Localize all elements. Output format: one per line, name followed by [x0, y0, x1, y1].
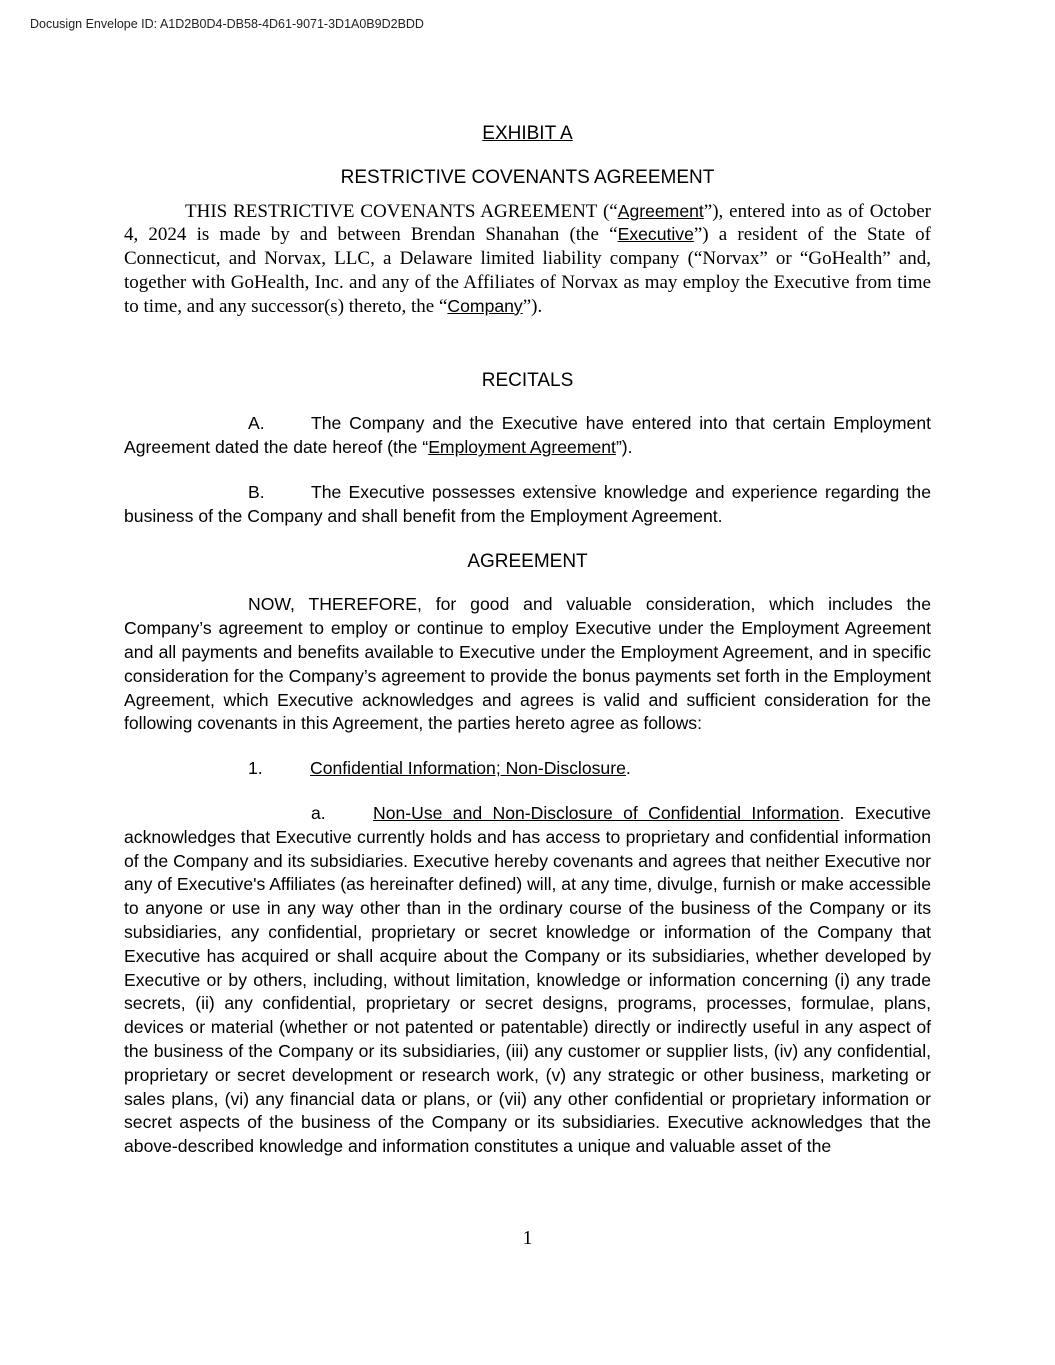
- recital-a-label: A.: [248, 413, 265, 434]
- section-1-heading: [124, 757, 931, 781]
- defined-term-agreement: Agreement: [617, 200, 704, 221]
- recital-b-text: The Executive possesses extensive knowledge and experience regarding the business of the Company and shall benefit from the Employment Agreement.: [124, 481, 931, 526]
- section-1a-label: a.: [311, 802, 326, 823]
- agreement-heading: AGREEMENT: [467, 550, 588, 572]
- recital-a-end: ”).: [615, 437, 633, 458]
- page-number: 1: [522, 1227, 533, 1249]
- section-1a-paragraph: [124, 802, 931, 1159]
- recital-a-text: The Company and the Executive have entered into that certain Employment Agreement dated the date hereof (the “: [124, 413, 931, 458]
- section-1-end: .: [625, 758, 631, 779]
- intro-text-1: THIS RESTRICTIVE COVENANTS AGREEMENT (“: [185, 200, 618, 222]
- section-1a-title: Non-Use and Non-Disclosure of Confidential Information: [373, 802, 840, 823]
- recital-a: [124, 412, 931, 460]
- recital-b-label: B.: [248, 481, 265, 502]
- recital-b: [124, 481, 931, 529]
- document-title: RESTRICTIVE COVENANTS AGREEMENT: [340, 166, 715, 188]
- section-1a-text: Executive acknowledges that Executive currently holds and has access to proprietary and confidential information of the Company and its subsidiaries. Executive hereby covenants and agrees that neither Executive nor any of Executive's Affiliates (as hereinafter defined) will, at any time, divulge, furnish or make accessible to anyone or use in any way other than in the ordinary course of the business of the Company or its subsidiaries, any confidential, proprietary or secret knowledge or information of the Company that Executive has acquired or shall acquire about the Company or its subsidiaries, whether developed by Executive or by others, including, without limitation, knowledge or information concerning (i) any trade secrets, (ii) any confidential, proprietary or secret designs, programs, processes, formulae, plans, devices or material (whether or not patented or patentable) directly or indirectly useful in any aspect of the business of the Company or its subsidiaries, (iii) any customer or supplier lists, (iv) any confidential, proprietary or secret development or research work, (v) any strategic or other business, marketing or sales plans, (vi) any financial data or plans, or (vii) any other confidential or proprietary information or secret aspects of the business of the Company or its subsidiaries. Executive acknowledges that the above-described knowledge and information constitutes a unique and valuable asset of the: [124, 802, 931, 1157]
- section-1a-title-end: .: [839, 802, 845, 823]
- section-1-title: Confidential Information; Non-Disclosure: [310, 758, 626, 779]
- intro-paragraph: [124, 200, 931, 319]
- defined-term-company: Company: [447, 295, 523, 316]
- defined-term-employment-agreement: Employment Agreement: [428, 437, 616, 458]
- now-therefore-paragraph: NOW, THEREFORE, for good and valuable consideration, which includes the Company’s agreement to employ or continue to employ Executive under the Employment Agreement and all payments and benefits available to Executive under the Employment Agreement, and in specific consideration for the Company’s agreement to provide the bonus payments set forth in the Employment Agreement, which Executive acknowledges and agrees is valid and sufficient consideration for the following covenants in this Agreement, the parties hereto agree as follows:: [124, 594, 931, 734]
- defined-term-executive: Executive: [617, 224, 694, 245]
- intro-text-4: ”).: [522, 295, 543, 317]
- exhibit-title-text: EXHIBIT A: [482, 123, 573, 144]
- exhibit-title: [124, 122, 931, 146]
- intro-text-2: ”), entered into as of October 4, 2024 is made by and between Brendan Shanahan (the “: [124, 200, 932, 246]
- document-page: [124, 122, 931, 1159]
- recitals-heading: RECITALS: [481, 369, 574, 391]
- section-1-number: 1.: [248, 758, 263, 779]
- intro-text-3: ”) a resident of the State of Connecticut, and Norvax, LLC, a Delaware limited liability company (“Norvax” or “GoHealth” and, together with GoHealth, Inc. and any of the Affiliates of Norvax as may employ the Executive from time to time, and any successor(s) thereto, the “: [124, 224, 931, 317]
- envelope-id: Docusign Envelope ID: A1D2B0D4-DB58-4D61-9071-3D1A0B9D2BDD: [30, 17, 424, 31]
